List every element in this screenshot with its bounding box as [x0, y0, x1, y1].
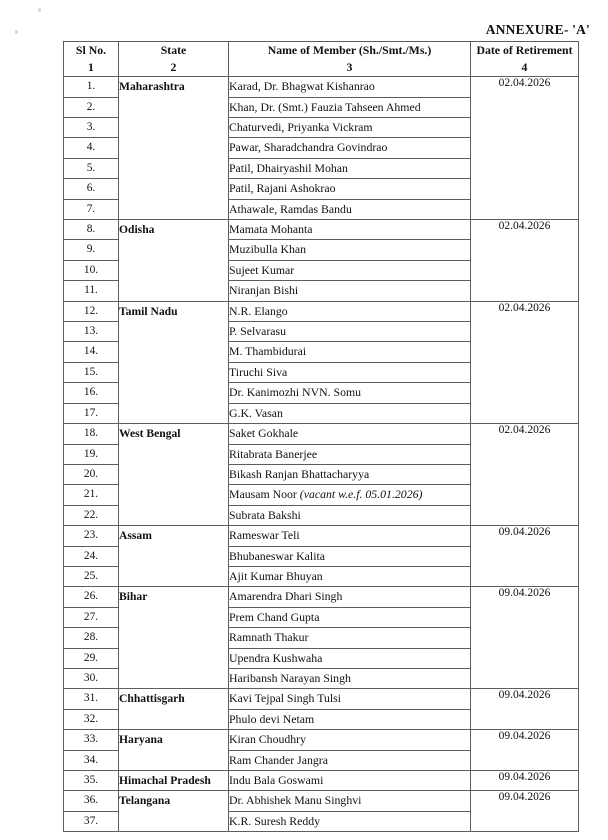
member-name-text: K.R. Suresh Reddy — [229, 813, 321, 828]
cell-member-name — [229, 689, 471, 709]
cell-sl-no: 7. — [64, 199, 119, 219]
annexure-title: ANNEXURE- 'A' — [485, 22, 590, 37]
member-name-text: Mamata Mohanta — [229, 222, 313, 237]
cell-member-name — [229, 546, 471, 566]
cell-sl-no: 4. — [64, 138, 119, 158]
cell-state: Chhattisgarh — [119, 689, 229, 730]
column-header-date-label: Date of Retirement — [476, 43, 573, 57]
member-name-text: Amarendra Dhari Singh — [229, 589, 343, 604]
cell-state: Bihar — [119, 587, 229, 689]
cell-sl-no: 10. — [64, 260, 119, 280]
table-row — [64, 424, 579, 444]
table-header-row — [64, 42, 579, 77]
cell-sl-no: 17. — [64, 403, 119, 423]
cell-date-of-retirement: 02.04.2026 — [471, 301, 579, 423]
cell-member-name — [229, 301, 471, 321]
table-row — [64, 689, 579, 709]
cell-member-name — [229, 424, 471, 444]
member-name-text: Niranjan Bishi — [229, 283, 299, 298]
cell-member-name — [229, 403, 471, 423]
member-name-text: Khan, Dr. (Smt.) Fauzia Tahseen Ahmed — [229, 99, 421, 114]
cell-member-name — [229, 607, 471, 627]
table-row — [64, 587, 579, 607]
cell-state: Maharashtra — [119, 77, 229, 220]
column-header-state-label: State — [160, 43, 187, 57]
member-name-text: N.R. Elango — [229, 303, 288, 318]
cell-member-name — [229, 464, 471, 484]
cell-sl-no: 29. — [64, 648, 119, 668]
cell-date-of-retirement: 09.04.2026 — [471, 526, 579, 587]
cell-member-name — [229, 791, 471, 811]
column-header-state-number: 2 — [170, 60, 177, 75]
column-header-name-of-member — [229, 42, 471, 77]
member-name-text: Ajit Kumar Bhuyan — [229, 568, 323, 583]
cell-sl-no: 18. — [64, 424, 119, 444]
cell-sl-no: 37. — [64, 811, 119, 831]
cell-sl-no: 30. — [64, 668, 119, 688]
cell-member-name — [229, 322, 471, 342]
column-header-name-number: 3 — [346, 60, 353, 75]
cell-sl-no: 12. — [64, 301, 119, 321]
cell-sl-no: 36. — [64, 791, 119, 811]
scan-speckle — [38, 8, 41, 12]
cell-date-of-retirement: 02.04.2026 — [471, 220, 579, 302]
member-name-text: Kiran Choudhry — [229, 732, 306, 747]
table-row — [64, 526, 579, 546]
table-row — [64, 301, 579, 321]
cell-sl-no: 26. — [64, 587, 119, 607]
cell-state: West Bengal — [119, 424, 229, 526]
cell-state: Tamil Nadu — [119, 301, 229, 423]
member-name-text: Indu Bala Goswami — [229, 773, 324, 787]
table-row — [64, 77, 579, 97]
cell-member-name — [229, 220, 471, 240]
cell-member-name — [229, 648, 471, 668]
member-name-text: Rameswar Teli — [229, 528, 300, 543]
cell-sl-no: 20. — [64, 464, 119, 484]
cell-date-of-retirement: 02.04.2026 — [471, 424, 579, 526]
cell-member-name — [229, 158, 471, 178]
retirement-table — [63, 41, 579, 832]
column-header-date-of-retirement — [471, 42, 579, 77]
cell-member-name — [229, 811, 471, 831]
member-name-text: Kavi Tejpal Singh Tulsi — [229, 691, 342, 706]
table-row — [64, 220, 579, 240]
member-name-text: Mausam Noor — [229, 487, 297, 502]
table-body — [64, 77, 579, 832]
cell-member-name — [229, 342, 471, 362]
cell-state: Assam — [119, 526, 229, 587]
cell-sl-no: 28. — [64, 628, 119, 648]
member-name-text: Subrata Bakshi — [229, 507, 301, 522]
cell-sl-no: 33. — [64, 730, 119, 750]
cell-sl-no: 27. — [64, 607, 119, 627]
member-name-text: M. Thambidurai — [229, 344, 307, 359]
cell-sl-no: 14. — [64, 342, 119, 362]
member-name-text: Ritabrata Banerjee — [229, 446, 318, 461]
cell-member-name — [229, 77, 471, 97]
cell-state: Himachal Pradesh — [119, 771, 229, 791]
cell-sl-no: 11. — [64, 281, 119, 301]
member-name-text: Patil, Dhairyashil Mohan — [229, 160, 348, 175]
table-head — [64, 42, 579, 77]
cell-state: Telangana — [119, 791, 229, 832]
column-header-sl-no — [64, 42, 119, 77]
cell-date-of-retirement: 09.04.2026 — [471, 587, 579, 689]
cell-sl-no: 6. — [64, 179, 119, 199]
member-name-text: Haribansh Narayan Singh — [229, 670, 351, 685]
member-name-text: Upendra Kushwaha — [229, 650, 323, 665]
cell-member-name — [229, 383, 471, 403]
cell-sl-no: 8. — [64, 220, 119, 240]
cell-member-name — [229, 750, 471, 770]
cell-member-name — [229, 199, 471, 219]
cell-date-of-retirement: 09.04.2026 — [471, 730, 579, 771]
member-name-text: Chaturvedi, Priyanka Vickram — [229, 120, 373, 134]
cell-member-name — [229, 709, 471, 729]
column-header-date-number: 4 — [521, 60, 528, 75]
cell-state: Odisha — [119, 220, 229, 302]
cell-member-name — [229, 526, 471, 546]
member-name-text: Athawale, Ramdas Bandu — [229, 201, 352, 216]
cell-sl-no: 22. — [64, 505, 119, 525]
cell-sl-no: 21. — [64, 485, 119, 505]
member-vacancy-note: (vacant w.e.f. 05.01.2026) — [299, 487, 423, 502]
member-name-text: Karad, Dr. Bhagwat Kishanrao — [229, 79, 375, 94]
cell-member-name — [229, 97, 471, 117]
member-name-text: Bikash Ranjan Bhattacharyya — [229, 466, 370, 481]
member-name-text: Dr. Abhishek Manu Singhvi — [229, 793, 362, 808]
cell-member-name — [229, 138, 471, 158]
member-name-text: Pawar, Sharadchandra Govindrao — [229, 140, 388, 155]
cell-sl-no: 15. — [64, 362, 119, 382]
cell-sl-no: 9. — [64, 240, 119, 260]
cell-member-name — [229, 444, 471, 464]
cell-member-name — [229, 281, 471, 301]
table-row — [64, 730, 579, 750]
cell-member-name — [229, 485, 471, 505]
table-row — [64, 791, 579, 811]
cell-date-of-retirement: 09.04.2026 — [471, 771, 579, 791]
cell-sl-no: 25. — [64, 566, 119, 586]
member-name-text: Muzibulla Khan — [229, 242, 306, 257]
cell-sl-no: 3. — [64, 118, 119, 138]
cell-member-name — [229, 260, 471, 280]
cell-member-name — [229, 771, 471, 791]
cell-date-of-retirement: 09.04.2026 — [471, 791, 579, 832]
cell-member-name — [229, 628, 471, 648]
member-name-text: Dr. Kanimozhi NVN. Somu — [229, 385, 362, 400]
member-name-text: Ramnath Thakur — [229, 630, 309, 645]
cell-member-name — [229, 566, 471, 586]
member-name-text: Ram Chander Jangra — [229, 752, 328, 767]
column-header-sl-no-number: 1 — [88, 60, 94, 75]
cell-member-name — [229, 179, 471, 199]
column-header-sl-no-label: Sl No. — [75, 43, 107, 57]
member-name-text: Prem Chand Gupta — [229, 609, 320, 624]
member-name-text: P. Selvarasu — [229, 324, 287, 339]
member-name-text: Bhubaneswar Kalita — [229, 548, 325, 563]
cell-sl-no: 34. — [64, 750, 119, 770]
cell-sl-no: 35. — [64, 771, 119, 791]
cell-member-name — [229, 118, 471, 138]
cell-sl-no: 24. — [64, 546, 119, 566]
cell-sl-no: 31. — [64, 689, 119, 709]
cell-sl-no: 16. — [64, 383, 119, 403]
table-row — [64, 771, 579, 791]
member-name-text: Tiruchi Siva — [229, 364, 288, 379]
member-name-text: Phulo devi Netam — [229, 711, 315, 726]
cell-sl-no: 1. — [64, 77, 119, 97]
cell-sl-no: 32. — [64, 709, 119, 729]
cell-member-name — [229, 587, 471, 607]
cell-sl-no: 2. — [64, 97, 119, 117]
cell-member-name — [229, 668, 471, 688]
member-name-text: Saket Gokhale — [229, 426, 299, 441]
cell-date-of-retirement: 09.04.2026 — [471, 689, 579, 730]
member-name-text: Sujeet Kumar — [229, 262, 295, 277]
cell-sl-no: 13. — [64, 322, 119, 342]
cell-member-name — [229, 362, 471, 382]
cell-state: Haryana — [119, 730, 229, 771]
cell-member-name — [229, 240, 471, 260]
cell-sl-no: 19. — [64, 444, 119, 464]
cell-date-of-retirement: 02.04.2026 — [471, 77, 579, 220]
cell-member-name — [229, 505, 471, 525]
cell-sl-no: 23. — [64, 526, 119, 546]
retirement-table-container — [63, 41, 578, 832]
member-name-text: Patil, Rajani Ashokrao — [229, 181, 336, 196]
member-name-text: G.K. Vasan — [229, 405, 283, 420]
cell-member-name — [229, 730, 471, 750]
cell-sl-no: 5. — [64, 158, 119, 178]
column-header-state — [119, 42, 229, 77]
column-header-name-label: Name of Member (Sh./Smt./Ms.) — [267, 43, 432, 57]
